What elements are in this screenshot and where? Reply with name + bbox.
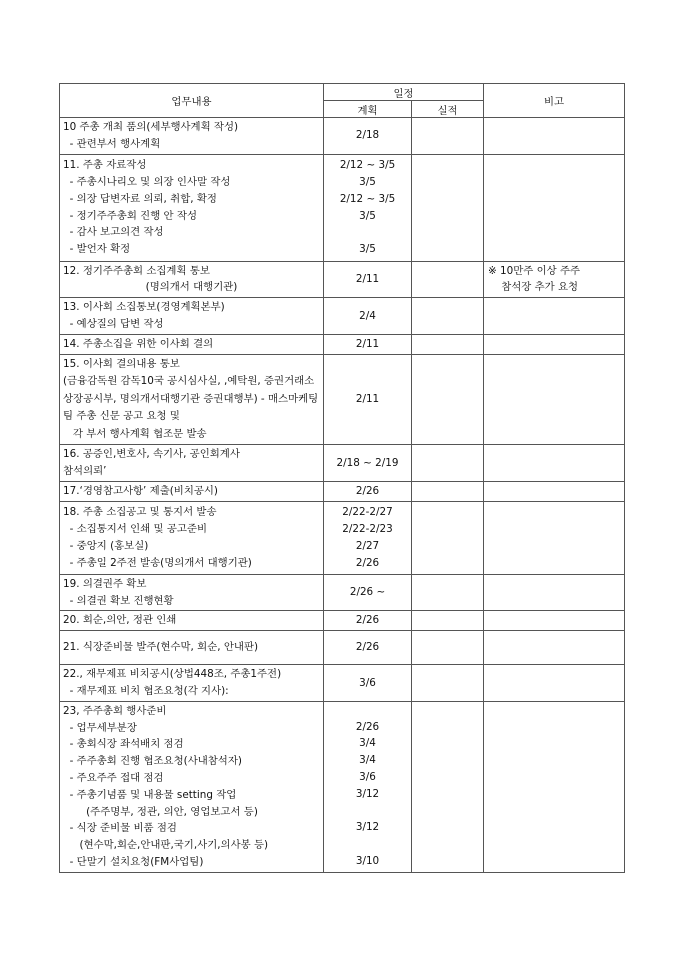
cell-line: 19. 의결권주 확보 [63, 577, 147, 590]
cell-line: 3/5 [359, 176, 376, 188]
cell-line: - 주총시나리오 및 의장 인사말 작성 [63, 176, 231, 188]
cell-line: 18. 주총 소집공고 및 통지서 발송 [63, 506, 217, 519]
cell-line: 2/12 ~ 3/5 [339, 192, 396, 205]
task-cell [60, 611, 324, 631]
task-cell [60, 665, 324, 702]
actual-cell [412, 261, 484, 298]
cell-line: 3/6 [359, 676, 376, 689]
cell-line: 2/27 [355, 539, 380, 552]
header-plan: 계획 [324, 101, 412, 118]
task-cell [60, 118, 324, 155]
remarks-cell [484, 482, 625, 502]
table-row [60, 354, 625, 445]
remarks-cell [484, 334, 625, 354]
cell-line: - 주요주주 접대 점검 [63, 772, 164, 785]
actual-cell [412, 298, 484, 335]
cell-line: - 주총일 2주전 발송(명의개서 대행기관) [63, 556, 252, 569]
task-cell [60, 445, 324, 482]
cell-line: - 의결권 확보 진행현황 [63, 594, 174, 607]
actual-cell [412, 574, 484, 611]
task-cell [60, 631, 324, 665]
cell-line: - 발언자 확정 [63, 243, 131, 256]
cell-line: - 중앙지 (홍보실) [63, 539, 149, 552]
plan-date-cell [324, 298, 412, 335]
remarks-cell [484, 298, 625, 335]
cell-line: 3/4 [359, 737, 376, 750]
schedule-table-body [60, 84, 625, 873]
cell-line: - 소집통지서 인쇄 및 공고준비 [63, 523, 208, 536]
table-row [60, 701, 625, 872]
actual-cell [412, 354, 484, 445]
table-row [60, 665, 625, 702]
task-cell [60, 701, 324, 872]
cell-line: 11. 주총 자료작성 [63, 159, 147, 172]
table-row [60, 574, 625, 611]
task-cell [60, 334, 324, 354]
cell-line: ※ 10만주 이상 주주 [488, 264, 581, 277]
cell-line: 2/12 ~ 3/5 [339, 159, 396, 172]
cell-line: 14. 주총소집을 위한 이사회 결의 [63, 337, 214, 350]
cell-line: 2/22-2/23 [342, 523, 393, 536]
cell-line: - 업무세부분장 [63, 721, 137, 734]
cell-line: 2/4 [359, 309, 376, 322]
remarks-cell [484, 354, 625, 445]
cell-line: 3/4 [359, 754, 376, 767]
cell-line: (주주명부, 정관, 의안, 영업보고서 등) [63, 805, 258, 818]
task-cell [60, 354, 324, 445]
cell-line: 2/26 [355, 614, 380, 627]
table-row [60, 631, 625, 665]
table-row [60, 118, 625, 155]
cell-line: 2/11 [355, 337, 380, 350]
actual-cell [412, 154, 484, 261]
plan-date-cell [324, 701, 412, 872]
actual-cell [412, 334, 484, 354]
remarks-cell [484, 574, 625, 611]
cell-line: 2/18 ~ 2/19 [336, 456, 399, 469]
actual-cell [412, 631, 484, 665]
actual-cell [412, 118, 484, 155]
cell-line [324, 803, 411, 820]
plan-date-cell [324, 261, 412, 298]
table-row [60, 501, 625, 574]
task-cell [60, 574, 324, 611]
cell-line: 3/6 [359, 771, 376, 784]
cell-line: - 정기주주총회 진행 안 작성 [63, 209, 197, 222]
plan-date-cell [324, 118, 412, 155]
cell-line: 3/5 [359, 243, 376, 256]
cell-line [324, 224, 411, 241]
remarks-cell [484, 631, 625, 665]
remarks-cell [484, 611, 625, 631]
cell-line: 20. 회순,의안, 정관 인쇄 [63, 614, 177, 627]
table-row [60, 445, 625, 482]
cell-line: 2/26 [355, 641, 380, 654]
remarks-cell [484, 665, 625, 702]
cell-line: - 주총기념품 및 내용물 setting 작업 [63, 788, 237, 801]
remarks-cell [484, 154, 625, 261]
cell-line: (금융감독원 감독10국 공시심사실, ,예탁원, 증권거래소 상장공시부, 명의개서대행기관 증권대행부) - 매스마케팅팀 주총 신문 공고 요청 및 [63, 375, 319, 423]
cell-line: (명의개서 대행기관) [145, 281, 238, 294]
cell-line: 2/11 [355, 392, 380, 405]
cell-line: - 관련부서 행사계획 [63, 137, 161, 150]
table-row [60, 334, 625, 354]
cell-line: 2/22-2/27 [342, 506, 393, 519]
actual-cell [412, 665, 484, 702]
cell-line: - 식장 준비물 비품 점검 [63, 822, 177, 835]
plan-date-cell [324, 631, 412, 665]
cell-line: 13. 이사회 소집통보(경영계획본부) [63, 301, 225, 314]
cell-line: 3/10 [355, 855, 380, 868]
cell-line: 2/11 [355, 272, 380, 285]
cell-line: 23, 주주총회 행사준비 [63, 704, 167, 717]
cell-line: - 의장 답변자료 의뢰, 취합, 확정 [63, 192, 217, 205]
cell-line: (현수막,회순,안내판,국기,사기,의사봉 등) [63, 839, 269, 852]
actual-cell [412, 701, 484, 872]
cell-line: 17.‘경영참고사항’ 제출(비치공시) [63, 485, 218, 498]
schedule-table [59, 83, 625, 873]
actual-cell [412, 482, 484, 502]
cell-line: 10 주총 개최 품의(세부행사계획 작성) [63, 121, 239, 133]
table-row [60, 154, 625, 261]
header-task: 업무내용 [60, 84, 324, 118]
task-cell [60, 501, 324, 574]
cell-line: - 주주총회 진행 협조요청(사내참석자) [63, 755, 242, 768]
cell-line: 각 부서 행사계획 협조문 발송 [63, 427, 207, 440]
plan-date-cell [324, 334, 412, 354]
plan-date-cell [324, 611, 412, 631]
header-actual: 실적 [412, 101, 484, 118]
remarks-cell [484, 261, 625, 298]
cell-line: 3/5 [359, 209, 376, 222]
remarks-cell [484, 445, 625, 482]
cell-line: - 단말기 설치요청(FM사업팀) [63, 856, 204, 869]
plan-date-cell [324, 445, 412, 482]
remarks-cell [484, 118, 625, 155]
actual-cell [412, 501, 484, 574]
cell-line: 2/26 ~ [349, 586, 386, 599]
cell-line: 22., 재무제표 비치공시(상법448조, 주총1주전) [63, 668, 282, 681]
cell-line: 2/26 [355, 720, 380, 733]
task-cell [60, 482, 324, 502]
cell-line: 21. 식장준비물 발주(현수막, 회순, 안내판) [63, 641, 259, 654]
plan-date-cell [324, 482, 412, 502]
cell-line: 참석의뢰’ [63, 465, 107, 478]
task-cell [60, 298, 324, 335]
actual-cell [412, 445, 484, 482]
actual-cell [412, 611, 484, 631]
cell-line: 참석장 추가 요청 [488, 281, 579, 294]
cell-line: 3/12 [355, 787, 380, 800]
table-row [60, 482, 625, 502]
cell-line: - 예상질의 답변 작성 [63, 317, 164, 330]
cell-line: - 재무제표 비치 협조요청(각 지사): [63, 685, 229, 698]
table-row [60, 298, 625, 335]
cell-line [324, 702, 411, 719]
remarks-cell [484, 701, 625, 872]
cell-line: 12. 정기주주총회 소집계획 통보 [63, 264, 210, 277]
plan-date-cell [324, 665, 412, 702]
cell-line: - 총회식장 좌석배치 점검 [63, 738, 184, 751]
plan-date-cell [324, 574, 412, 611]
table-row [60, 611, 625, 631]
table-row [60, 261, 625, 298]
header-remarks: 비고 [484, 84, 625, 118]
cell-line: 2/26 [355, 485, 380, 498]
plan-date-cell [324, 154, 412, 261]
task-cell [60, 154, 324, 261]
remarks-cell [484, 501, 625, 574]
cell-line [324, 836, 411, 853]
cell-line: 2/18 [355, 129, 380, 142]
header-schedule: 일정 [324, 84, 484, 101]
task-cell [60, 261, 324, 298]
cell-line: - 감사 보고의견 작성 [63, 226, 164, 239]
cell-line: 15. 이사회 결의내용 통보 [63, 357, 180, 370]
cell-line: 2/26 [355, 556, 380, 569]
cell-line: 16. 공증인,변호사, 속기사, 공인회계사 [63, 448, 240, 461]
header-row-1 [60, 84, 625, 101]
plan-date-cell [324, 354, 412, 445]
cell-line: 3/12 [355, 821, 380, 834]
plan-date-cell [324, 501, 412, 574]
